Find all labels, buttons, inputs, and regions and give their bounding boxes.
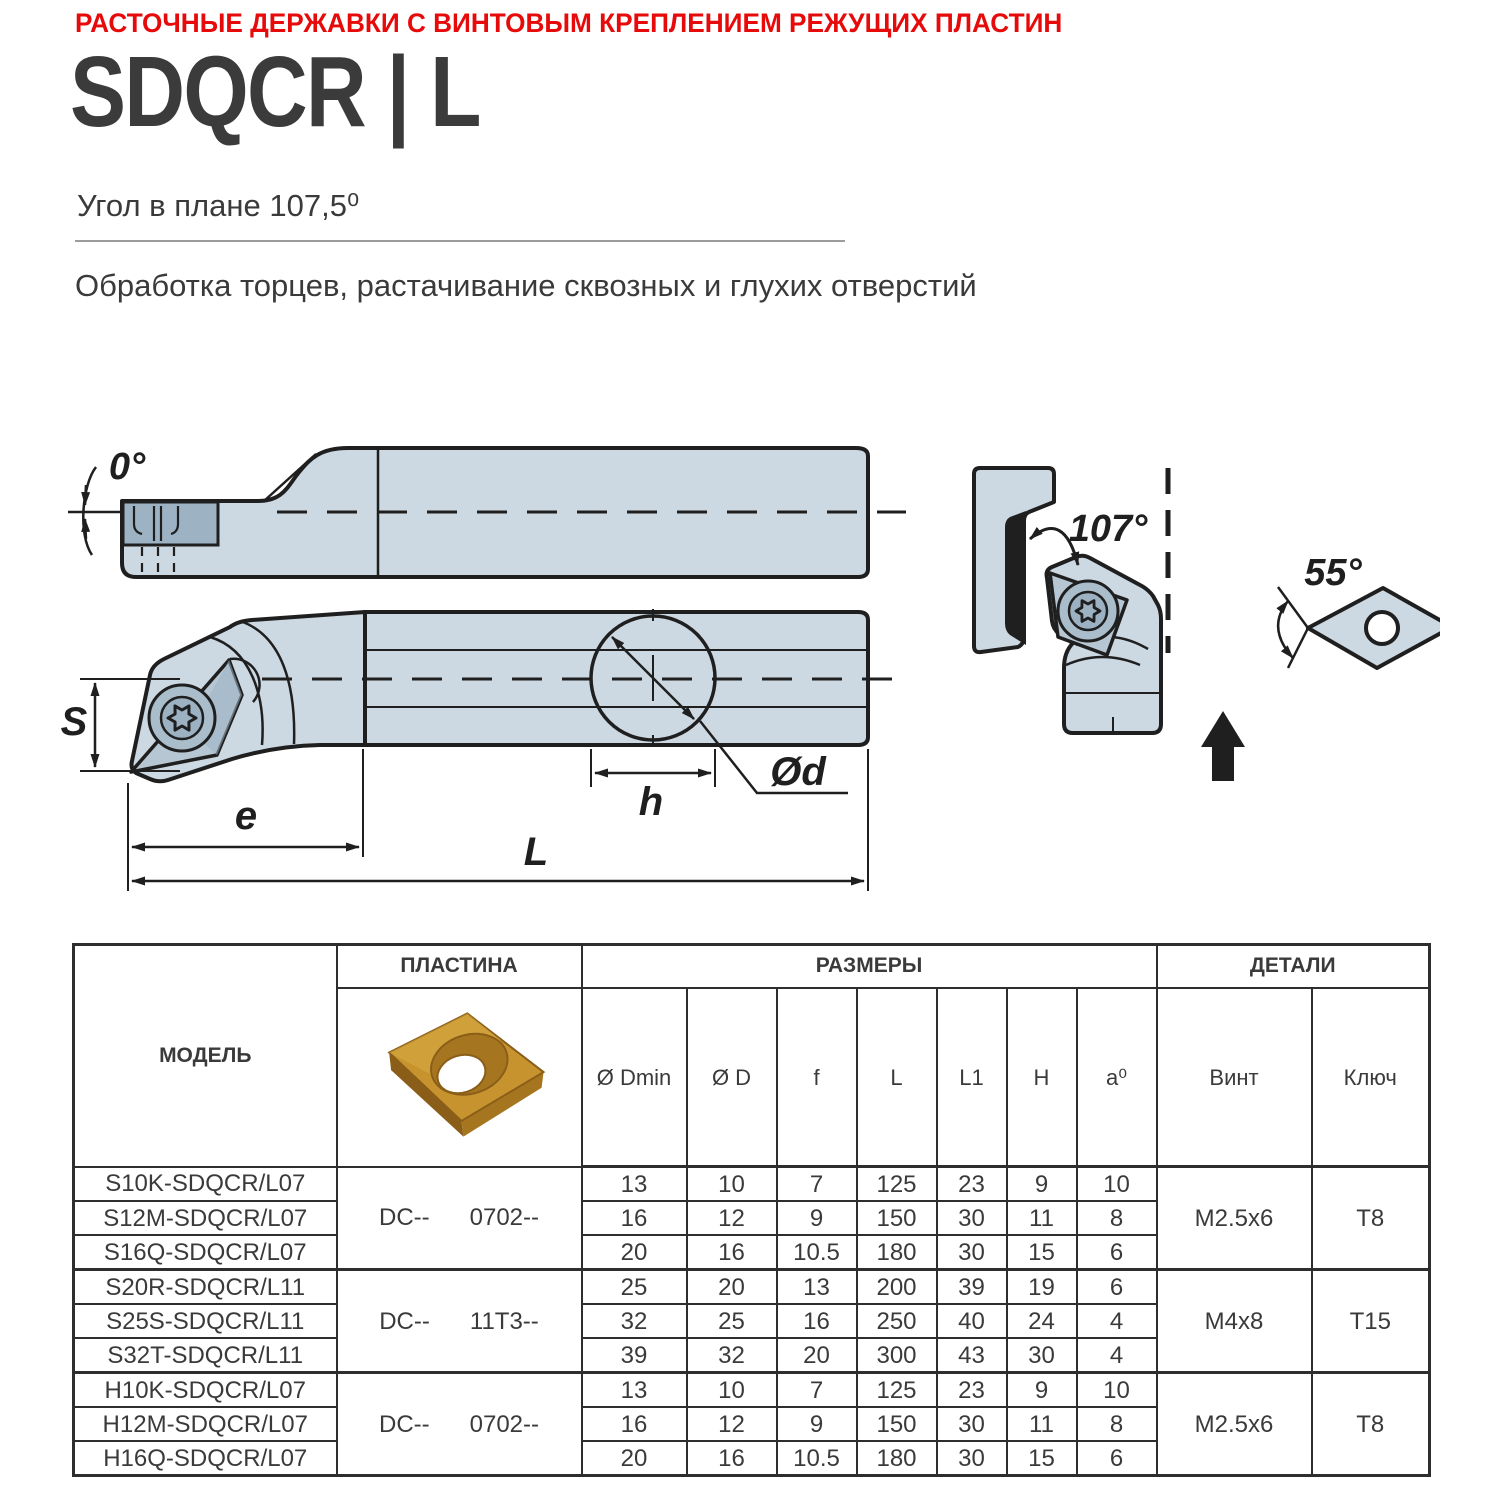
head-length-label: e [234,794,258,838]
screw-cell: M4x8 [1157,1270,1312,1373]
screw-col-header: Винт [1157,988,1312,1167]
key-cell: T15 [1312,1270,1430,1373]
dim-cell: 6 [1077,1270,1157,1305]
plate-cell: DC-- 0702-- [337,1167,582,1270]
dim-cell: 24 [1007,1304,1077,1338]
dim-cell: 20 [777,1338,857,1373]
model-cell: S16Q-SDQCR/L07 [74,1235,337,1270]
dim-cell: 10.5 [777,1441,857,1476]
total-length-label: L [523,830,549,874]
dim-cell: 9 [1007,1373,1077,1408]
size-col-header: L [857,988,937,1167]
model-cell: S20R-SDQCR/L11 [74,1270,337,1305]
dim-cell: 300 [857,1338,937,1373]
plan-angle-subtitle: Угол в плане 107,5⁰ [77,188,360,223]
screw-cell: M2.5x6 [1157,1373,1312,1476]
dim-cell: 8 [1077,1407,1157,1441]
dim-cell: 9 [1007,1167,1077,1202]
dim-cell: 20 [582,1441,687,1476]
dim-cell: 30 [1007,1338,1077,1373]
dimension-h [591,749,715,824]
dim-cell: 150 [857,1201,937,1235]
dim-cell: 20 [582,1235,687,1270]
plate-cell: DC-- 11T3-- [337,1270,582,1373]
dim-cell: 9 [777,1201,857,1235]
model-cell: S12M-SDQCR/L07 [74,1201,337,1235]
dim-cell: 11 [1007,1407,1077,1441]
insert-angle-label: 55° [1304,552,1362,594]
dim-cell: 10 [687,1167,777,1202]
dim-cell: 16 [687,1441,777,1476]
size-col-header: Ø Dmin [582,988,687,1167]
dim-cell: 180 [857,1441,937,1476]
page-title: SDQCR | L [70,36,480,148]
dim-cell: 40 [937,1304,1007,1338]
dim-cell: 39 [582,1338,687,1373]
plate-column-header: ПЛАСТИНА [337,945,582,989]
model-cell: S25S-SDQCR/L11 [74,1304,337,1338]
size-col-header: H [1007,988,1077,1167]
dim-cell: 16 [582,1201,687,1235]
dim-cell: 7 [777,1373,857,1408]
bore-diameter-label: Ød [770,750,826,794]
dim-cell: 25 [687,1304,777,1338]
dim-cell: 20 [687,1270,777,1305]
dim-cell: 30 [937,1235,1007,1270]
details-group-header: ДЕТАЛИ [1157,945,1430,989]
dim-cell: 180 [857,1235,937,1270]
size-col-header: Ø D [687,988,777,1167]
technical-drawing [60,415,1440,905]
model-cell: S10K-SDQCR/L07 [74,1167,337,1202]
bore-depth-label: h [638,780,664,824]
dim-cell: 12 [687,1407,777,1441]
dim-cell: 8 [1077,1201,1157,1235]
dim-cell: 250 [857,1304,937,1338]
dim-cell: 150 [857,1407,937,1441]
model-cell: H10K-SDQCR/L07 [74,1373,337,1408]
dim-cell: 13 [582,1373,687,1408]
table-row [74,1373,1430,1408]
plate-image-cell [337,988,582,1167]
dim-cell: 43 [937,1338,1007,1373]
dim-cell: 4 [1077,1338,1157,1373]
dim-cell: 16 [687,1235,777,1270]
dim-cell: 10 [1077,1373,1157,1408]
dim-cell: 10 [1077,1167,1157,1202]
dim-cell: 30 [937,1201,1007,1235]
dim-cell: 23 [937,1373,1007,1408]
dim-cell: 30 [937,1441,1007,1476]
dim-cell: 32 [582,1304,687,1338]
dim-cell: 25 [582,1270,687,1305]
dim-cell: 7 [777,1167,857,1202]
side-view-drawing [61,609,906,891]
page-kicker: РАСТОЧНЫЕ ДЕРЖАВКИ С ВИНТОВЫМ КРЕПЛЕНИЕМ РЕЖУЩИХ ПЛАСТИН [75,8,1063,38]
dim-cell: 9 [777,1407,857,1441]
key-cell: T8 [1312,1373,1430,1476]
insert-angle-drawing [1278,552,1440,668]
dim-cell: 30 [937,1407,1007,1441]
insert-photo [352,989,567,1161]
table-row [74,1270,1430,1305]
front-view-drawing [974,468,1245,781]
divider-line [75,240,845,242]
rake-angle-label: 0° [108,446,146,488]
size-col-header: L1 [937,988,1007,1167]
dim-cell: 125 [857,1167,937,1202]
model-cell: H12M-SDQCR/L07 [74,1407,337,1441]
key-col-header: Ключ [1312,988,1430,1167]
dim-cell: 10 [687,1373,777,1408]
dim-cell: 13 [777,1270,857,1305]
shank-height-label: S [60,700,88,744]
model-cell: H16Q-SDQCR/L07 [74,1441,337,1476]
dim-cell: 19 [1007,1270,1077,1305]
feed-direction-arrow-icon [1201,711,1245,781]
dim-cell: 16 [582,1407,687,1441]
dim-cell: 13 [582,1167,687,1202]
sizes-group-header: РАЗМЕРЫ [582,945,1157,989]
dim-cell: 125 [857,1373,937,1408]
model-column-header: МОДЕЛЬ [74,945,337,1167]
dim-cell: 6 [1077,1235,1157,1270]
table-row [74,1167,1430,1202]
size-col-header: f [777,988,857,1167]
dim-cell: 200 [857,1270,937,1305]
screw-cell: M2.5x6 [1157,1167,1312,1270]
plate-cell: DC-- 0702-- [337,1373,582,1476]
top-view-drawing [68,446,906,577]
dim-cell: 23 [937,1167,1007,1202]
key-cell: T8 [1312,1167,1430,1270]
dim-cell: 4 [1077,1304,1157,1338]
dim-cell: 12 [687,1201,777,1235]
dim-cell: 11 [1007,1201,1077,1235]
dim-cell: 15 [1007,1441,1077,1476]
dim-cell: 39 [937,1270,1007,1305]
dim-cell: 32 [687,1338,777,1373]
dim-cell: 6 [1077,1441,1157,1476]
dim-cell: 16 [777,1304,857,1338]
model-cell: S32T-SDQCR/L11 [74,1338,337,1373]
spec-table [72,943,1431,1477]
dim-cell: 10.5 [777,1235,857,1270]
size-col-header: a⁰ [1077,988,1157,1167]
dim-cell: 15 [1007,1235,1077,1270]
lead-angle-label: 107° [1068,508,1148,550]
application-description: Обработка торцев, растачивание сквозных и глухих отверстий [75,268,977,303]
